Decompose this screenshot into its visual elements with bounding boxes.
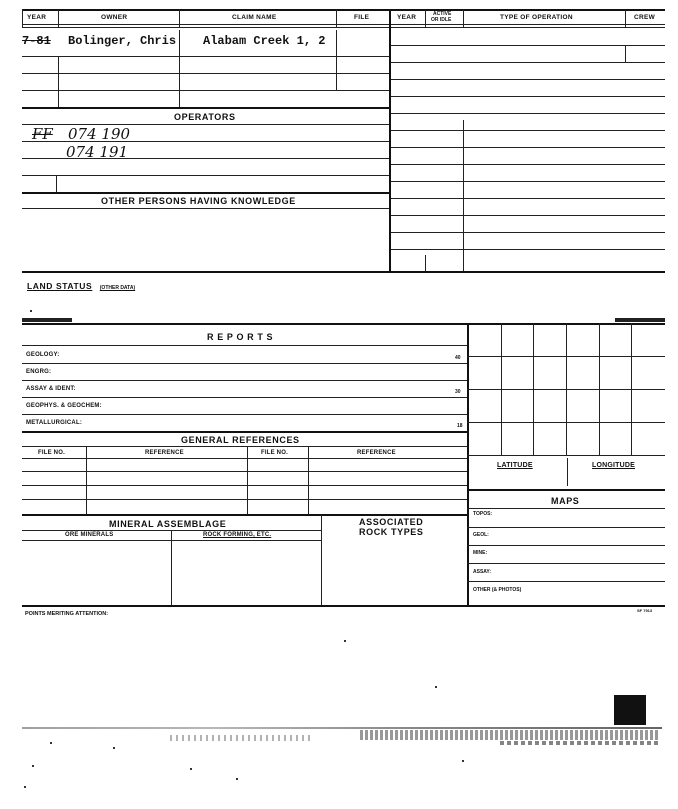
maps-top-line bbox=[467, 489, 665, 491]
maps-row-line bbox=[467, 545, 665, 546]
maps-other: OTHER (& PHOTOS) bbox=[473, 587, 522, 593]
top-border bbox=[22, 9, 665, 11]
speck bbox=[462, 760, 464, 762]
owner-row-line bbox=[22, 73, 389, 74]
operators-handwritten-line2: 074 191 bbox=[66, 143, 129, 161]
report-metallurgical: METALLURGICAL: bbox=[26, 420, 83, 426]
ops-row-line bbox=[391, 181, 665, 182]
maps-mine: MINE: bbox=[473, 550, 488, 556]
other-persons-title: OTHER PERSONS HAVING KNOWLEDGE bbox=[101, 196, 296, 206]
report-engrg: ENGRG: bbox=[26, 369, 52, 375]
operators-handwritten-line1: 074 190 bbox=[68, 125, 131, 143]
general-references-title: GENERAL REFERENCES bbox=[181, 435, 300, 445]
associated-label: ASSOCIATED bbox=[359, 517, 424, 527]
ops-row-line bbox=[391, 198, 665, 199]
reports-title-line bbox=[22, 345, 467, 346]
col-divider bbox=[58, 9, 59, 27]
ops-row-line bbox=[391, 79, 665, 80]
ops-row-line bbox=[391, 62, 665, 63]
operators-row-line bbox=[22, 158, 389, 159]
genref-col-file-no: FILE NO. bbox=[38, 450, 65, 456]
report-assay-code: 30 bbox=[455, 389, 461, 395]
genref-col-reference-2: REFERENCE bbox=[357, 450, 396, 456]
report-geology: GEOLOGY: bbox=[26, 352, 60, 358]
speck bbox=[344, 640, 346, 642]
other-persons-top-line bbox=[22, 192, 389, 194]
general-references-top-line bbox=[22, 431, 467, 433]
header-year: YEAR bbox=[27, 14, 47, 21]
right-edge-mark bbox=[615, 318, 665, 322]
col-divider bbox=[179, 9, 180, 27]
ops-col-divider bbox=[463, 120, 464, 271]
ore-minerals-label: ORE MINERALS bbox=[65, 532, 114, 538]
other-persons-line bbox=[22, 208, 389, 209]
owner-col-divider bbox=[336, 30, 337, 90]
ops-row-line bbox=[391, 96, 665, 97]
operators-title: OPERATORS bbox=[174, 112, 236, 122]
maps-row-line bbox=[467, 563, 665, 564]
land-status-sub: (OTHER DATA) bbox=[99, 285, 136, 291]
entry-owner: Bolinger, Chris bbox=[68, 34, 177, 48]
report-assay: ASSAY & IDENT: bbox=[26, 386, 76, 392]
operators-handwritten-prefix: FF bbox=[32, 125, 53, 143]
ops-row-line bbox=[391, 164, 665, 165]
owner-row-line bbox=[22, 90, 389, 91]
col-divider bbox=[463, 9, 464, 27]
land-status-label bbox=[27, 276, 135, 294]
reports-top-line bbox=[22, 323, 665, 325]
operators-tick bbox=[56, 176, 57, 192]
maps-topos: TOPOS: bbox=[473, 511, 493, 517]
mineral-assemblage-title: MINERAL ASSEMBLAGE bbox=[109, 519, 227, 529]
grid-hline bbox=[467, 455, 665, 456]
speck bbox=[236, 778, 238, 780]
operators-row-line bbox=[22, 141, 389, 142]
report-row-line bbox=[22, 380, 467, 381]
header-owner: OWNER bbox=[101, 14, 128, 21]
header-bottom-line bbox=[22, 24, 665, 25]
ops-row-line bbox=[391, 130, 665, 131]
ops-col-divider bbox=[425, 255, 426, 271]
ops-row-line bbox=[391, 45, 665, 46]
maps-title: MAPS bbox=[551, 496, 580, 506]
col-divider bbox=[336, 9, 337, 27]
owner-col-divider bbox=[179, 30, 180, 107]
header-bottom-line-2 bbox=[22, 27, 665, 28]
genref-row-line bbox=[22, 485, 467, 486]
form-code: SF 7913 bbox=[637, 608, 653, 613]
scan-black-square bbox=[614, 695, 646, 725]
ops-row-line bbox=[391, 113, 665, 114]
operators-row-line bbox=[22, 175, 389, 176]
bottom-section-line bbox=[22, 605, 665, 607]
rock-types-label: ROCK TYPES bbox=[359, 527, 424, 537]
grid-hline bbox=[467, 356, 665, 357]
maps-row-line bbox=[467, 527, 665, 528]
top-section-bottom-line bbox=[22, 271, 665, 273]
speck bbox=[24, 786, 26, 788]
report-geology-code: 40 bbox=[455, 355, 461, 361]
genref-col-file-no-2: FILE NO. bbox=[261, 450, 288, 456]
reports-title: R E P O R T S bbox=[207, 332, 274, 342]
header-type-of-operation: TYPE OF OPERATION bbox=[500, 14, 573, 21]
left-edge-mark bbox=[22, 318, 72, 322]
scan-streak bbox=[170, 735, 310, 741]
speck bbox=[113, 747, 115, 749]
latitude-label: LATITUDE bbox=[497, 462, 533, 469]
latlong-divider bbox=[567, 458, 568, 486]
header-file: FILE bbox=[354, 14, 370, 21]
owner-col-divider bbox=[58, 56, 59, 107]
ops-row-line bbox=[391, 249, 665, 250]
genref-col-reference: REFERENCE bbox=[145, 450, 184, 456]
header-or-idle: OR IDLE bbox=[431, 17, 452, 23]
scan-streak bbox=[22, 727, 662, 729]
header-crew: CREW bbox=[634, 14, 656, 21]
speck bbox=[50, 742, 52, 744]
genref-col-divider bbox=[86, 446, 87, 514]
ops-col-divider bbox=[625, 45, 626, 62]
maps-geol: GEOL: bbox=[473, 532, 489, 538]
ops-row-line bbox=[391, 232, 665, 233]
land-status-title: LAND STATUS bbox=[27, 281, 93, 291]
rock-types-divider bbox=[321, 514, 322, 606]
grid-hline bbox=[467, 389, 665, 390]
grid-hline bbox=[467, 422, 665, 423]
col-divider bbox=[425, 9, 426, 27]
speck bbox=[32, 765, 34, 767]
mineral-col-divider bbox=[171, 530, 172, 606]
header-claim-name: CLAIM NAME bbox=[232, 14, 277, 21]
speck bbox=[435, 686, 437, 688]
points-meriting-attention: POINTS MERITING ATTENTION: bbox=[25, 611, 109, 617]
maps-title-line bbox=[467, 508, 665, 509]
report-row-line bbox=[22, 363, 467, 364]
genref-row-line bbox=[22, 471, 467, 472]
header-active: ACTIVE bbox=[433, 11, 452, 17]
report-geophys: GEOPHYS. & GEOCHEM: bbox=[26, 403, 102, 409]
ops-row-line bbox=[391, 215, 665, 216]
genref-col-divider bbox=[308, 446, 309, 514]
scan-streak bbox=[500, 741, 660, 745]
genref-col-divider bbox=[247, 446, 248, 514]
maps-row-line bbox=[467, 581, 665, 582]
ops-row-line bbox=[391, 147, 665, 148]
longitude-label: LONGITUDE bbox=[592, 462, 636, 469]
report-row-line bbox=[22, 414, 467, 415]
general-references-title-line bbox=[22, 446, 467, 447]
scan-streak bbox=[360, 730, 660, 740]
speck bbox=[30, 310, 32, 312]
operators-top-line bbox=[22, 107, 389, 109]
speck bbox=[190, 768, 192, 770]
maps-assay: ASSAY: bbox=[473, 569, 492, 575]
owner-row-line bbox=[22, 56, 389, 57]
left-header-edge bbox=[22, 9, 23, 27]
entry-claim: Alabam Creek 1, 2 bbox=[203, 34, 326, 48]
mineral-top-line bbox=[22, 514, 467, 516]
col-divider bbox=[625, 9, 626, 27]
report-metallurgical-code: 18 bbox=[457, 423, 463, 429]
entry-year: 7-81 bbox=[22, 34, 51, 48]
header-year-2: YEAR bbox=[397, 14, 417, 21]
report-row-line bbox=[22, 397, 467, 398]
rock-forming-label: ROCK FORMING, ETC. bbox=[203, 532, 272, 538]
genref-row-line bbox=[22, 499, 467, 500]
genref-header-line bbox=[22, 458, 467, 459]
